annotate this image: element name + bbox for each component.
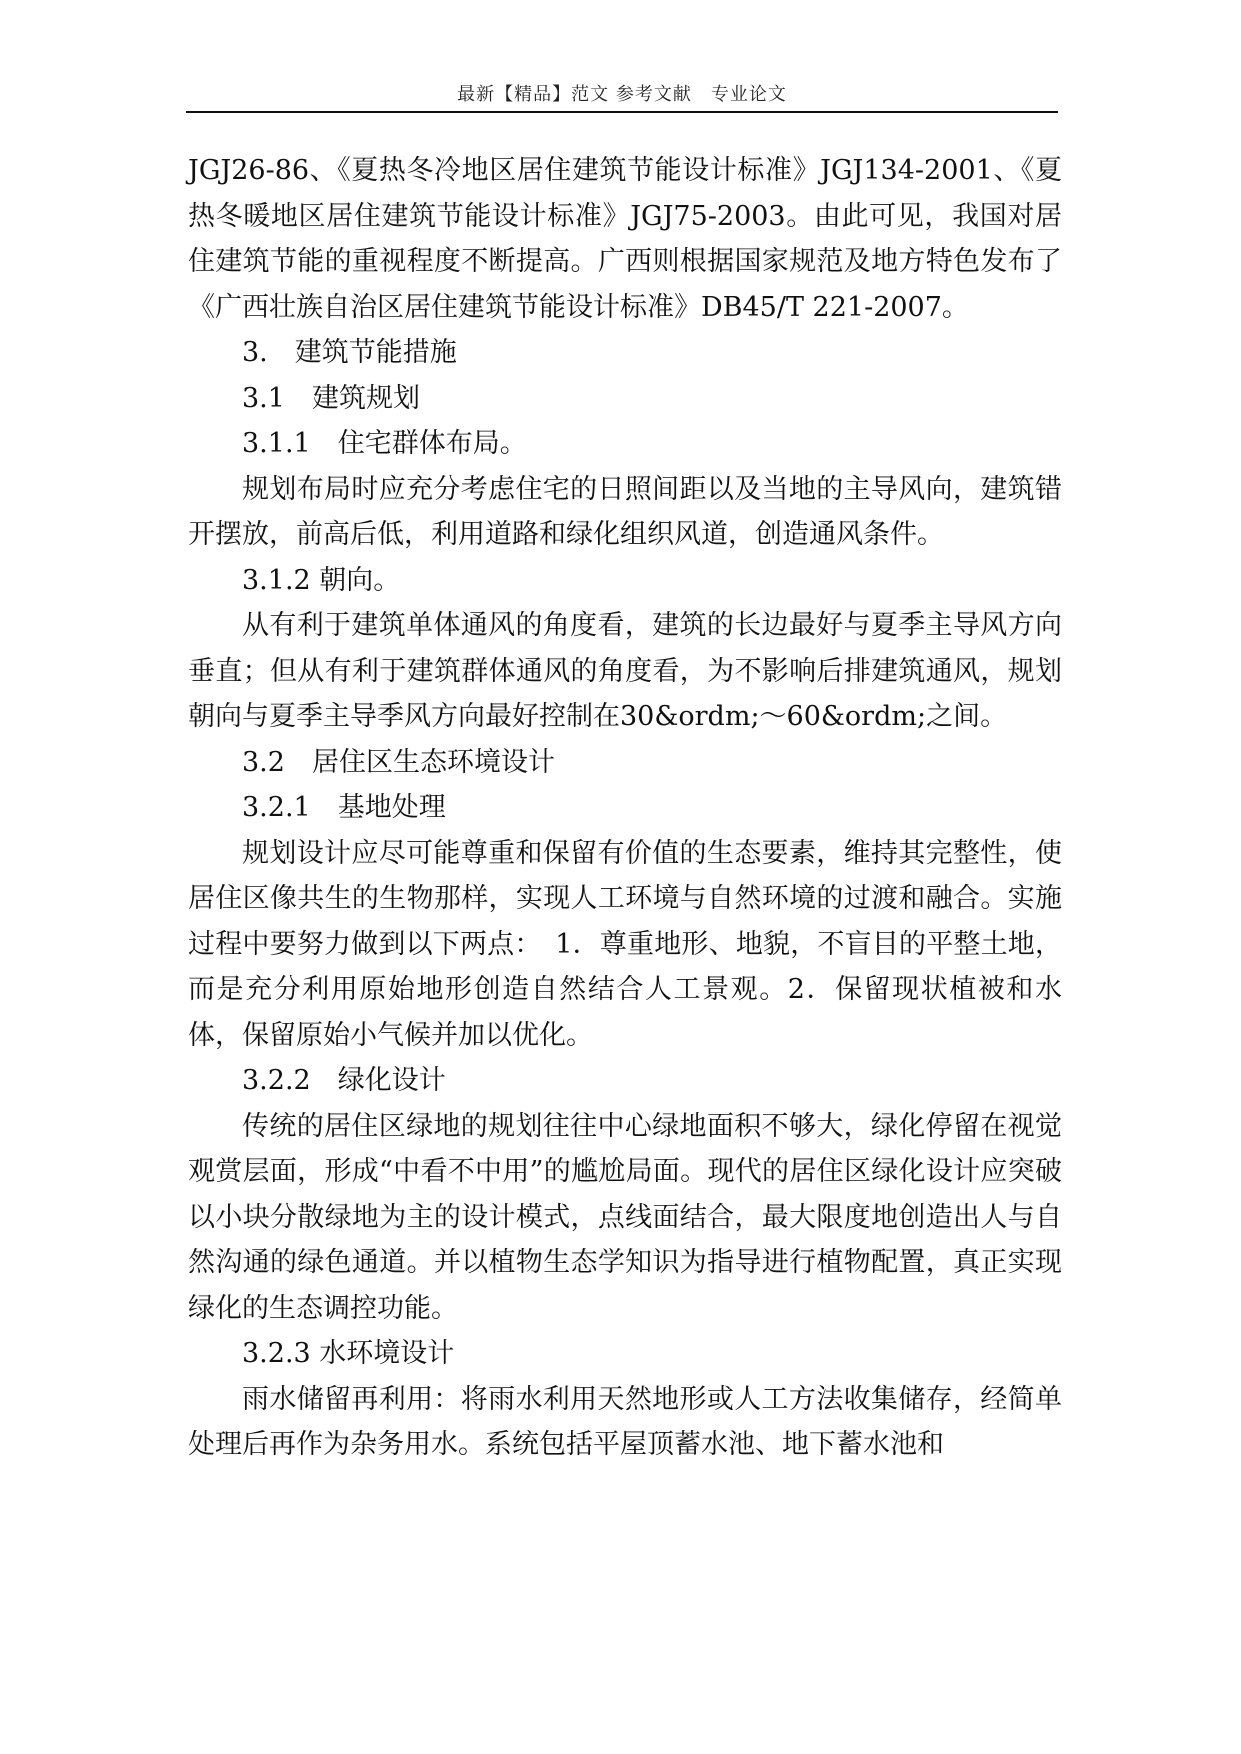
paragraph-site: 规划设计应尽可能尊重和保留有价值的生态要素，维持其完整性，使居住区像共生的生物那样，实现人工环境与自然环境的过渡和融合。实施过程中要努力做到以下两点： 1．尊重地形、地貌，不盲目的平整土地，而是充分利用原始地形创造自然结合人工景观。2．保留现状植被和水体，保留原始小气候并加以优化。 <box>188 837 1062 1051</box>
heading-3-1-2: 3.1.2 朝向。 <box>242 564 401 596</box>
heading-3-2: 3.2 居住区生态环境设计 <box>242 746 555 778</box>
header-divider <box>186 111 1058 113</box>
heading-3-1-1: 3.1.1 住宅群体布局。 <box>242 428 527 459</box>
heading-3-2-3: 3.2.3 水环境设计 <box>242 1338 455 1369</box>
document-body <box>188 148 1062 1468</box>
paragraph-orientation: 从有利于建筑单体通风的角度看，建筑的长边最好与夏季主导风方向垂直；但从有利于建筑群体通风的角度看，为不影响后排建筑通风，规划朝向与夏季主导季风方向最好控制在30&ordm;～60&ordm;之间。 <box>188 610 1062 732</box>
heading-3-2-1: 3.2.1 基地处理 <box>242 792 446 823</box>
paragraph-layout: 规划布局时应充分考虑住宅的日照间距以及当地的主导风向，建筑错开摆放，前高后低，利用道路和绿化组织风道，创造通风条件。 <box>188 473 1062 550</box>
paragraph-greening: 传统的居住区绿地的规划往往中心绿地面积不够大，绿化停留在视觉观赏层面，形成“中看不中用”的尴尬局面。现代的居住区绿化设计应突破以小块分散绿地为主的设计模式，点线面结合，最大限度地创造出人与自然沟通的绿色通道。并以植物生态学知识为指导进行植物配置，真正实现绿化的生态调控功能。 <box>188 1110 1062 1324</box>
page-header: 最新【精品】范文 参考文献 专业论文 <box>457 84 787 105</box>
heading-3-1: 3.1 建筑规划 <box>242 382 420 414</box>
heading-3: 3. 建筑节能措施 <box>242 337 457 368</box>
paragraph-water: 雨水储留再利用：将雨水利用天然地形或人工方法收集储存，经简单处理后再作为杂务用水。系统包括平屋顶蓄水池、地下蓄水池和 <box>188 1383 1062 1460</box>
paragraph-standards: JGJ26-86、《夏热冬冷地区居住建筑节能设计标准》JGJ134-2001、《夏热冬暖地区居住建筑节能设计标准》JGJ75-2003。由此可见，我国对居住建筑节能的重视程度不断提高。广西则根据国家规范及地方特色发布了《广西壮族自治区居住建筑节能设计标准》DB45/T 221-2007。 <box>188 155 1062 323</box>
heading-3-2-2: 3.2.2 绿化设计 <box>242 1065 446 1096</box>
